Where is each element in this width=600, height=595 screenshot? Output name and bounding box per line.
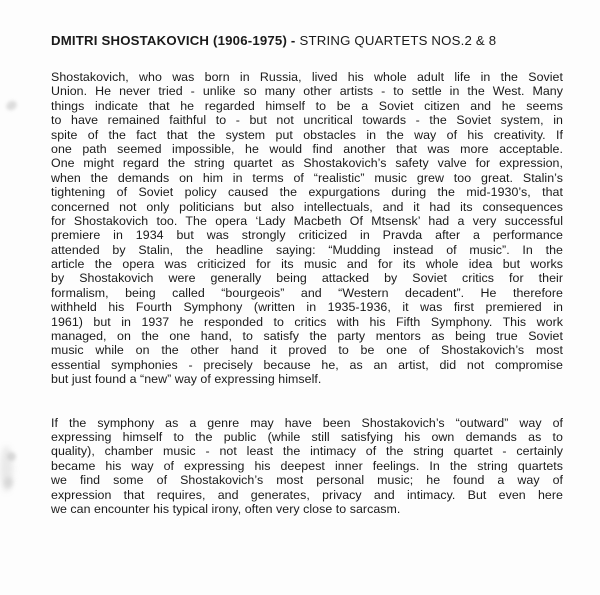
page-title	[51, 33, 563, 49]
text-line: attended by Stalin, the headline saying: “Mudding instead of music”. In the	[51, 242, 563, 257]
text-line: spite of the fact that the system put obstacles in the way of his creativity. If	[51, 127, 563, 142]
text-line: became his way of expressing his deepest inner feelings. In the string quartets	[51, 458, 563, 473]
page-content	[51, 33, 563, 516]
text-line: formalism, being called “bourgeois” and “Western decadent”. He therefore	[51, 285, 563, 300]
text-line: but just found a “new” way of expressing himself.	[51, 372, 322, 387]
text-line: concerned not only politicians but also intellectuals, and it had its consequences	[51, 199, 563, 214]
composer-name-and-dates: DMITRI SHOSTAKOVICH (1906-1975) -	[51, 33, 296, 48]
text-line: 1961) but in 1937 he responded to critics with his Fifth Symphony. This work	[51, 314, 563, 329]
text-line: things indicate that he regarded himself to be a Soviet citizen and he seems	[51, 98, 563, 113]
text-line: essential symphonies - precisely because he, as an artist, did not compromise	[51, 357, 563, 372]
text-line: premiere in 1934 but was strongly criticized in Pravda after a performance	[51, 228, 563, 243]
text-line: managed, on the one hand, to satisfy the party mentors as being true Soviet	[51, 329, 563, 344]
paragraph	[51, 416, 563, 517]
text-line: Shostakovich, who was born in Russia, lived his whole adult life in the Soviet	[51, 70, 563, 84]
text-line: tightening of Soviet policy caused the expurgations during the mid-1930’s, that	[51, 185, 563, 200]
paragraph	[51, 70, 563, 387]
scan-smudge	[0, 446, 13, 492]
text-line: we can encounter his typical irony, often very close to sarcasm.	[51, 501, 401, 516]
text-line: expression that requires, and generates, privacy and intimacy. But even here	[51, 487, 563, 502]
liner-notes-text	[51, 70, 563, 516]
text-line: quality), chamber music - not least the intimacy of the string quartet - certainly	[51, 444, 563, 459]
text-line: when the demands on him in terms of “realistic” music grew too great. Stalin’s	[51, 170, 563, 185]
text-line: for Shostakovich too. The opera ‘Lady Macbeth Of Mtsensk’ had a very successful	[51, 213, 563, 228]
text-line: article the opera was criticized for its music and for its whole idea but works	[51, 257, 563, 272]
text-line: to have remained faithful to - but not uncritical towards - the Soviet system, in	[51, 113, 563, 128]
text-line: by Shostakovich were generally being attacked by Soviet critics for their	[51, 271, 563, 286]
text-line: one path seemed impossible, he would find another that was more acceptable.	[51, 141, 563, 156]
text-line: expressing himself to the public (while still satisfying his own demands as to	[51, 429, 563, 444]
scan-smudge	[4, 99, 18, 112]
text-line: withheld his Fourth Symphony (written in 1935-1936, it was first premiered in	[51, 300, 563, 315]
text-line: If the symphony as a genre may have been Shostakovich’s “outward” way of	[51, 415, 563, 430]
scan-smudge	[7, 452, 16, 461]
text-line: music while on the other hand it proved to be one of Shostakovich’s most	[51, 343, 563, 358]
text-line: we find some of Shostakovich’s most personal music; he found a way of	[51, 473, 563, 488]
scan-smudge	[4, 477, 13, 488]
work-title: STRING QUARTETS NOS.2 & 8	[299, 33, 497, 48]
text-line: Union. He never tried - unlike so many other artists - to settle in the West. Many	[51, 84, 563, 99]
text-line: One might regard the string quartet as Shostakovich’s safety valve for expression,	[51, 156, 563, 171]
